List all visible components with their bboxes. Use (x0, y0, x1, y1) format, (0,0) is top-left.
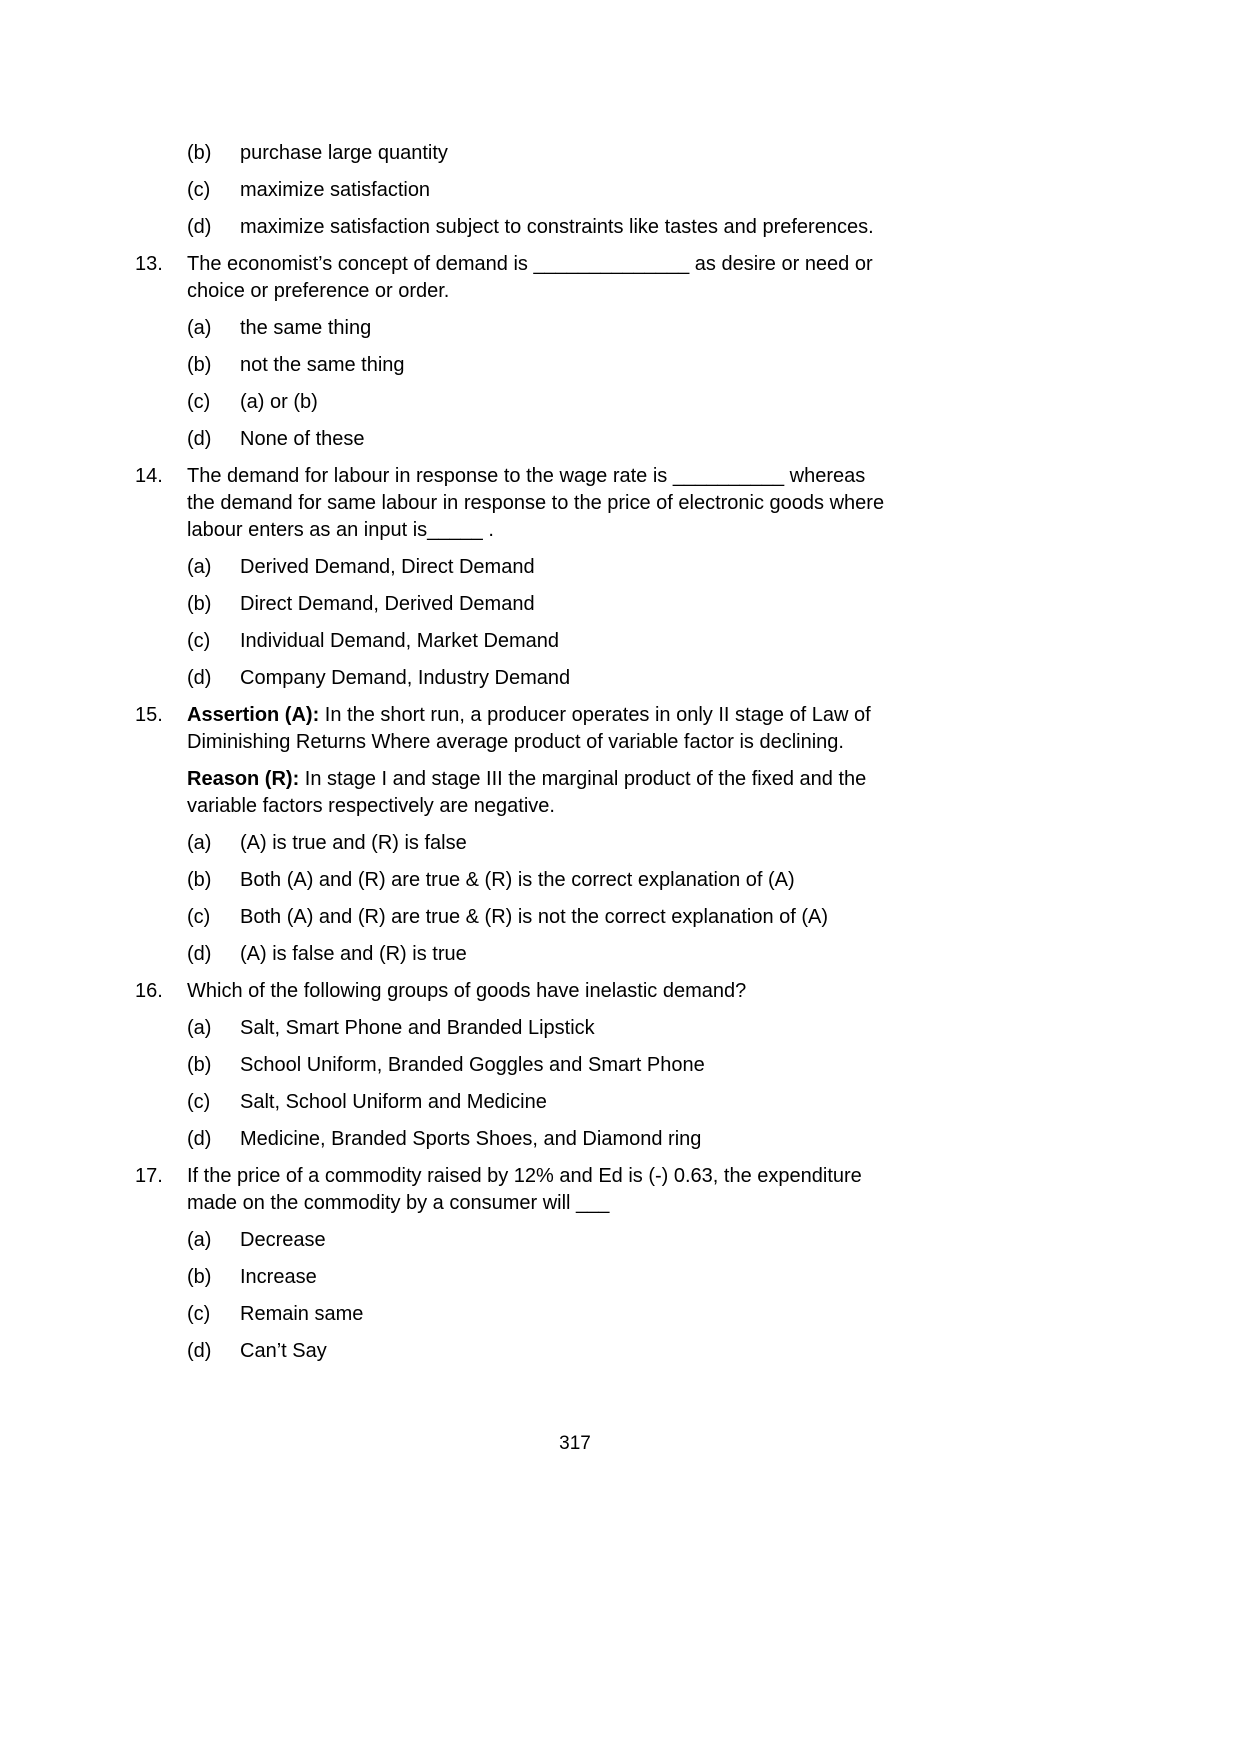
question-text-line: labour enters as an input is_____ . (187, 519, 494, 541)
option-row (187, 830, 1015, 857)
option-letter: (b) (187, 1054, 212, 1076)
question-text-line: The demand for labour in response to the wage rate is __________ whereas (187, 465, 866, 487)
question-number: 17. (135, 1165, 163, 1187)
option-letter: (c) (187, 391, 211, 413)
option-row (187, 1338, 1015, 1365)
option-row (187, 904, 1015, 931)
option-row (187, 315, 1015, 342)
question-text-line: choice or preference or order. (187, 280, 450, 302)
question-text (187, 251, 1015, 305)
option-text: Derived Demand, Direct Demand (240, 556, 535, 578)
question-text-line: If the price of a commodity raised by 12% and Ed is (-) 0.63, the expenditure (187, 1165, 862, 1187)
option-text: School Uniform, Branded Goggles and Smart Phone (240, 1054, 705, 1076)
option-text: Individual Demand, Market Demand (240, 630, 560, 652)
option-text: the same thing (240, 317, 372, 339)
option-text: None of these (240, 428, 365, 450)
option-text: Company Demand, Industry Demand (240, 667, 571, 689)
question-text-line (187, 702, 1015, 729)
question-text-line: Diminishing Returns Where average product of variable factor is declining. (187, 731, 844, 753)
question-text (187, 702, 1015, 756)
option-row (187, 554, 1015, 581)
option-row (187, 140, 1015, 167)
option-letter: (b) (187, 142, 212, 164)
question-number: 13. (135, 253, 163, 275)
option-row (187, 1015, 1015, 1042)
question-text-line: The economist’s concept of demand is ______________ as desire or need or (187, 253, 873, 275)
option-letter: (a) (187, 1229, 212, 1251)
option-text: not the same thing (240, 354, 405, 376)
question-number: 16. (135, 980, 163, 1002)
question-text-line: Which of the following groups of goods have inelastic demand? (187, 980, 747, 1002)
option-row (187, 352, 1015, 379)
question-paper-content (135, 140, 1015, 1375)
option-letter: (d) (187, 1340, 212, 1362)
option-text: maximize satisfaction (240, 179, 431, 201)
question-text (187, 766, 1015, 820)
reason-label: Reason (R): (187, 768, 300, 790)
option-row (187, 665, 1015, 692)
question-number: 14. (135, 465, 163, 487)
option-row (187, 177, 1015, 204)
option-text: maximize satisfaction subject to constraints like tastes and preferences. (240, 216, 874, 238)
question-text-line: made on the commodity by a consumer will ___ (187, 1192, 610, 1214)
question-number-spacer (135, 766, 187, 820)
reason-text: In stage I and stage III the marginal product of the fixed and the (304, 768, 867, 790)
question-15-reason (135, 766, 1015, 820)
option-text: (a) or (b) (240, 391, 318, 413)
question-15-assertion (135, 702, 1015, 756)
option-letter: (c) (187, 1303, 211, 1325)
option-letter: (d) (187, 216, 212, 238)
page-number: 317 (559, 1433, 591, 1454)
option-letter: (d) (187, 1128, 212, 1150)
option-text: (A) is false and (R) is true (240, 943, 467, 965)
option-letter: (b) (187, 1266, 212, 1288)
option-row (187, 1126, 1015, 1153)
option-row (187, 389, 1015, 416)
option-text: Both (A) and (R) are true & (R) is the correct explanation of (A) (240, 869, 795, 891)
assertion-label: Assertion (A): (187, 704, 320, 726)
question-14 (135, 463, 1015, 544)
option-row (187, 628, 1015, 655)
option-letter: (b) (187, 593, 212, 615)
option-letter: (c) (187, 630, 211, 652)
option-text: Increase (240, 1266, 317, 1288)
option-letter: (d) (187, 943, 212, 965)
option-row (187, 1052, 1015, 1079)
option-text: Medicine, Branded Sports Shoes, and Diamond ring (240, 1128, 702, 1150)
option-row (187, 426, 1015, 453)
option-row (187, 1227, 1015, 1254)
question-16 (135, 978, 1015, 1005)
option-text: Direct Demand, Derived Demand (240, 593, 535, 615)
option-row (187, 1264, 1015, 1291)
question-text-line: variable factors respectively are negative. (187, 795, 555, 817)
option-letter: (b) (187, 354, 212, 376)
option-text: Salt, School Uniform and Medicine (240, 1091, 547, 1113)
option-letter: (a) (187, 556, 212, 578)
question-text-line (187, 766, 1015, 793)
question-text (187, 463, 1015, 544)
option-row (187, 1301, 1015, 1328)
option-letter: (a) (187, 317, 212, 339)
option-letter: (a) (187, 1017, 212, 1039)
option-text: (A) is true and (R) is false (240, 832, 467, 854)
option-text: Remain same (240, 1303, 364, 1325)
option-row (187, 1089, 1015, 1116)
option-letter: (c) (187, 1091, 211, 1113)
question-text (187, 978, 1015, 1005)
question-17 (135, 1163, 1015, 1217)
assertion-text: In the short run, a producer operates in only II stage of Law of (324, 704, 871, 726)
question-13 (135, 251, 1015, 305)
question-text (187, 1163, 1015, 1217)
option-letter: (c) (187, 906, 211, 928)
question-number: 15. (135, 704, 163, 726)
option-text: Can’t Say (240, 1340, 327, 1362)
question-text-line: the demand for same labour in response to the price of electronic goods where (187, 492, 885, 514)
option-text: purchase large quantity (240, 142, 448, 164)
option-letter: (d) (187, 428, 212, 450)
option-row (187, 214, 1015, 241)
option-letter: (a) (187, 832, 212, 854)
option-letter: (b) (187, 869, 212, 891)
option-letter: (d) (187, 667, 212, 689)
option-text: Both (A) and (R) are true & (R) is not the correct explanation of (A) (240, 906, 829, 928)
option-row (187, 591, 1015, 618)
option-text: Decrease (240, 1229, 326, 1251)
option-text: Salt, Smart Phone and Branded Lipstick (240, 1017, 595, 1039)
option-letter: (c) (187, 179, 211, 201)
option-row (187, 867, 1015, 894)
option-row (187, 941, 1015, 968)
